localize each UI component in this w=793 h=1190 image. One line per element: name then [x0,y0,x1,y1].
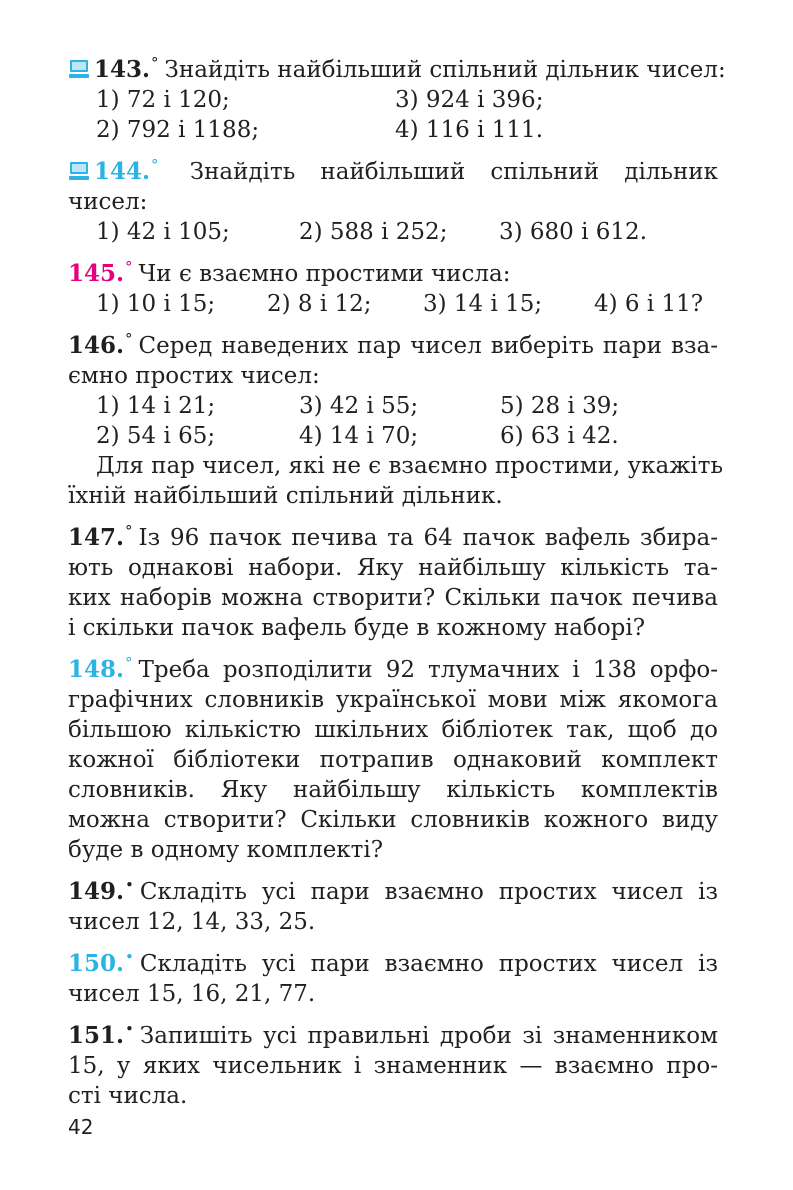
computer-icon [68,161,90,181]
answer-item: 3) 680 і 612. [499,219,648,245]
difficulty-mark: ° [125,258,133,277]
exercise-number: 145. [68,260,125,287]
exercise-text: більшою кількістю шкільних бібліотек так, щоб до [68,717,718,743]
exercise-text: Треба розподілити 92 тлумачних і 138 орфо- [138,657,718,683]
difficulty-mark: ° [125,654,133,673]
difficulty-mark: • [125,1020,134,1039]
exercise-text: можна створити? Скільки словників кожного виду [68,807,718,833]
exercise-text: чисел 12, 14, 33, 25. [68,909,316,935]
exercise-146 [68,330,723,511]
difficulty-mark: ° [151,156,159,175]
exercise-150 [68,949,718,1009]
exercise-text: Знайдіть найбільший спільний дільник [189,159,718,185]
difficulty-mark: • [125,948,134,967]
exercise-number: 143. [94,56,151,83]
exercise-151 [68,1021,718,1111]
exercise-149 [68,877,718,937]
exercise-text: чисел: [68,189,148,215]
textbook-page [68,54,726,1123]
exercise-145 [68,259,718,319]
page-number: 42 [68,1115,94,1139]
exercise-text: 15, у яких чисельник і знаменник — взаємно про- [68,1053,718,1079]
exercise-number: 147. [68,524,125,551]
exercise-text: Серед наведених пар чисел виберіть пари вза- [138,333,718,359]
difficulty-mark: ° [125,522,133,541]
exercise-text: Чи є взаємно простими числа: [138,261,511,287]
answer-item: 4) 6 і 11? [594,291,704,317]
exercise-143 [68,54,726,145]
exercise-text: чисел 15, 16, 21, 77. [68,981,316,1007]
answer-item: 2) 792 і 1188; [96,117,260,143]
exercise-text: Складіть усі пари взаємно простих чисел із [139,879,718,905]
exercise-number: 146. [68,332,125,359]
exercise-144 [68,157,718,247]
exercise-number: 144. [94,158,151,185]
exercise-text: буде в одному комплекті? [68,837,384,863]
exercise-text: ких наборів можна створити? Скільки пачок печива [68,585,718,611]
exercise-text: Із 96 пачок печива та 64 пачок вафель збира- [138,525,718,551]
exercise-number: 148. [68,656,125,683]
exercise-text: Знайдіть найбільший спільний дільник чисел: [164,57,726,83]
exercise-text: Запишіть усі правильні дроби зі знаменником [139,1023,718,1049]
difficulty-mark: • [125,876,134,895]
exercise-text: їхній найбільший спільний дільник. [68,483,503,509]
answer-item: 6) 63 і 42. [500,423,619,449]
answer-item: 1) 72 і 120; [96,87,230,113]
exercise-text: кожної бібліотеки потрапив однаковий комплект [68,747,718,773]
difficulty-mark: ° [151,54,159,73]
exercise-text: словників. Яку найбільшу кількість комплектів [68,777,718,803]
answer-item: 4) 116 і 111. [395,117,544,143]
answer-item: 1) 10 і 15; [96,291,216,317]
exercise-text: Для пар чисел, які не є взаємно простими, укажіть [96,453,723,479]
answer-item: 2) 54 і 65; [96,423,216,449]
answer-item: 3) 14 і 15; [423,291,543,317]
exercise-text: Складіть усі пари взаємно простих чисел із [139,951,718,977]
exercise-number: 149. [68,878,125,905]
answer-item: 3) 924 і 396; [395,87,544,113]
exercise-text: ємно простих чисел: [68,363,320,389]
answer-item: 4) 14 і 70; [299,423,419,449]
exercise-147 [68,523,718,643]
difficulty-mark: ° [125,330,133,349]
exercise-number: 150. [68,950,125,977]
answer-item: 5) 28 і 39; [500,393,620,419]
answer-item: 2) 588 і 252; [299,219,448,245]
exercise-text: і скільки пачок вафель буде в кожному наборі? [68,615,646,641]
answer-item: 1) 42 і 105; [96,219,230,245]
exercise-148 [68,655,718,865]
exercise-text: ють однакові набори. Яку найбільшу кількість та- [68,555,718,581]
exercise-text: графічних словників української мови між якомога [68,687,718,713]
exercise-number: 151. [68,1022,125,1049]
answer-item: 2) 8 і 12; [267,291,372,317]
exercise-text: сті числа. [68,1083,188,1109]
answer-item: 3) 42 і 55; [299,393,419,419]
computer-icon [68,59,90,79]
answer-item: 1) 14 і 21; [96,393,216,419]
